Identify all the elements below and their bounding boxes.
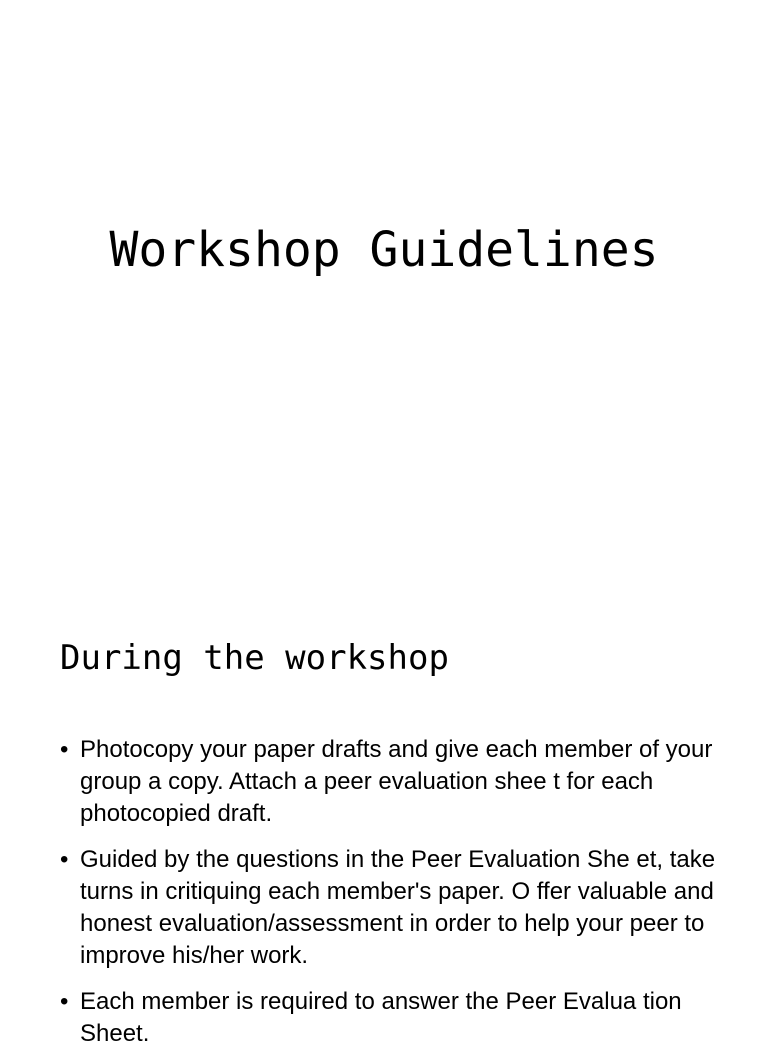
bullet-text: Photocopy your paper drafts and give each member of your group a copy. Attach a peer evaluation shee t for each photocopied draft. (80, 736, 713, 827)
bullet-item-critique (60, 844, 720, 972)
bullet-item-photocopy (60, 734, 720, 830)
section-title: During the workshop (60, 638, 449, 678)
slide-title-text: Workshop Guidelines (109, 222, 659, 278)
bullet-item-answer-sheet (60, 986, 720, 1050)
bullet-dot-icon: • (60, 846, 69, 873)
bullet-text: Guided by the questions in the Peer Evaluation She et, take turns in critiquing each member's paper. O ffer valuable and honest evaluation/assessment in order to help your peer to improve his/her work. (80, 846, 716, 969)
bullet-dot-icon: • (60, 736, 69, 763)
bullet-list (60, 734, 720, 1064)
slide-during-workshop (0, 576, 768, 1047)
bullet-text: Each member is required to answer the Peer Evalua tion Sheet. (80, 988, 682, 1047)
bullet-dot-icon: • (60, 988, 69, 1015)
